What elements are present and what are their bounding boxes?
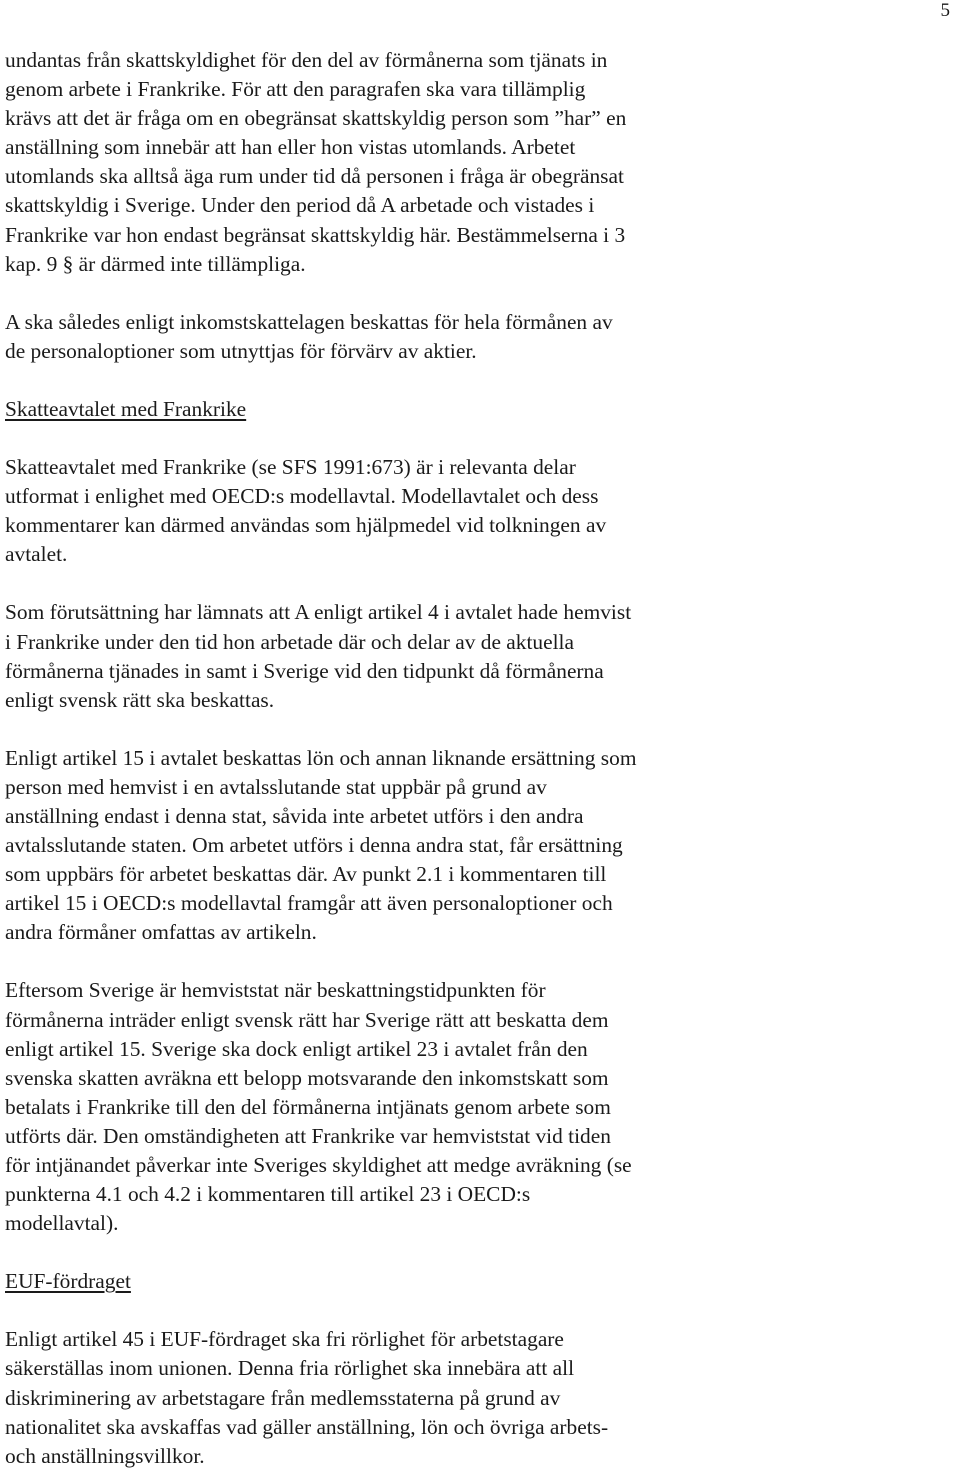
text-line: enligt artikel 15. Sverige ska dock enligt artikel 23 i avtalet från den — [5, 1036, 588, 1061]
text-line: genom arbete i Frankrike. För att den paragrafen ska vara tillämplig — [5, 77, 586, 102]
paragraph — [5, 744, 755, 948]
text-line: som uppbärs för arbetet beskattas där. Av punkt 2.1 i kommentaren till — [5, 862, 607, 887]
text-line: i Frankrike under den tid hon arbetade där och delar av de aktuella — [5, 629, 574, 654]
section-heading — [5, 1267, 755, 1296]
text-line: svenska skatten avräkna ett belopp motsvarande den inkomstskatt som — [5, 1065, 609, 1090]
text-line: undantas från skattskyldighet för den del av förmånerna som tjänats in — [5, 48, 608, 72]
text-line: Enligt artikel 15 i avtalet beskattas lön och annan liknande ersättning som — [5, 745, 637, 770]
text-line: säkerställas inom unionen. Denna fria rörlighet ska innebära att all — [5, 1356, 575, 1381]
text-line: avtalsslutande staten. Om arbetet utförs i denna andra stat, får ersättning — [5, 833, 623, 858]
paragraph-gap — [5, 569, 755, 598]
text-line: Som förutsättning har lämnats att A enligt artikel 4 i avtalet hade hemvist — [5, 600, 632, 625]
text-line: avtalet. — [5, 542, 68, 567]
text-line: utomlands ska alltså äga rum under tid då personen i fråga är obegränsat — [5, 164, 624, 189]
text-line: EUF-fördraget — [5, 1269, 131, 1294]
paragraph — [5, 598, 755, 714]
text-line: utförts där. Den omständigheten att Frankrike var hemviststat vid tiden — [5, 1123, 611, 1148]
text-line: de personaloptioner som utnyttjas för förvärv av aktier. — [5, 338, 477, 363]
text-line: Eftersom Sverige är hemviststat när beskattningstidpunkten för — [5, 978, 546, 1003]
text-line: Frankrike var hon endast begränsat skattskyldig här. Bestämmelserna i 3 — [5, 222, 626, 247]
text-line: krävs att det är fråga om en obegränsat skattskyldig person som ”har” en — [5, 106, 627, 131]
text-line: A ska således enligt inkomstskattelagen beskattas för hela förmånen av — [5, 309, 613, 334]
text-line: person med hemvist i en avtalsslutande stat uppbär på grund av — [5, 774, 547, 799]
paragraph-gap — [5, 279, 755, 308]
text-line: modellavtal). — [5, 1211, 119, 1236]
page-number: 5 — [940, 0, 950, 21]
text-line: utformat i enlighet med OECD:s modellavtal. Modellavtalet och dess — [5, 484, 599, 509]
paragraph-gap — [5, 715, 755, 744]
text-line: kommentarer kan därmed användas som hjälpmedel vid tolkningen av — [5, 513, 607, 538]
text-line: Enligt artikel 45 i EUF-fördraget ska fri rörlighet för arbetstagare — [5, 1327, 564, 1352]
text-line: Skatteavtalet med Frankrike — [5, 396, 247, 421]
text-line: Skatteavtalet med Frankrike (se SFS 1991:673) är i relevanta delar — [5, 455, 576, 480]
paragraph-gap — [5, 366, 755, 395]
paragraph — [5, 46, 755, 279]
text-line: enligt svensk rätt ska beskattas. — [5, 687, 275, 712]
text-line: förmånerna inträder enligt svensk rätt har Sverige rätt att beskatta dem — [5, 1007, 609, 1032]
text-line: andra förmåner omfattas av artikeln. — [5, 920, 317, 945]
text-line: artikel 15 i OECD:s modellavtal framgår att även personaloptioner och — [5, 891, 613, 916]
text-line: förmånerna tjänades in samt i Sverige vid den tidpunkt då förmånerna — [5, 658, 604, 683]
paragraph-gap — [5, 947, 755, 976]
text-line: och anställningsvillkor. — [5, 1443, 205, 1468]
paragraph-gap — [5, 1296, 755, 1325]
text-line: kap. 9 § är därmed inte tillämpliga. — [5, 251, 306, 276]
text-line: betalats i Frankrike till den del förmånerna intjänats genom arbete som — [5, 1094, 611, 1119]
paragraph — [5, 308, 755, 366]
paragraph-gap — [5, 424, 755, 453]
document-body — [5, 46, 755, 1471]
text-line: anställning endast i denna stat, såvida inte arbetet utförs i den andra — [5, 803, 584, 828]
paragraph — [5, 976, 755, 1238]
text-line: skattskyldig i Sverige. Under den period då A arbetade och vistades i — [5, 193, 595, 218]
text-line: nationalitet ska avskaffas vad gäller anställning, lön och övriga arbets- — [5, 1414, 609, 1439]
paragraph-gap — [5, 1238, 755, 1267]
paragraph — [5, 1325, 755, 1470]
text-line: punkterna 4.1 och 4.2 i kommentaren till artikel 23 i OECD:s — [5, 1182, 531, 1207]
section-heading — [5, 395, 755, 424]
paragraph — [5, 453, 755, 569]
text-line: diskriminering av arbetstagare från medlemsstaterna på grund av — [5, 1385, 561, 1410]
text-line: anställning som innebär att han eller hon vistas utomlands. Arbetet — [5, 135, 576, 160]
text-line: för intjänandet påverkar inte Sveriges skyldighet att medge avräkning (se — [5, 1153, 632, 1177]
